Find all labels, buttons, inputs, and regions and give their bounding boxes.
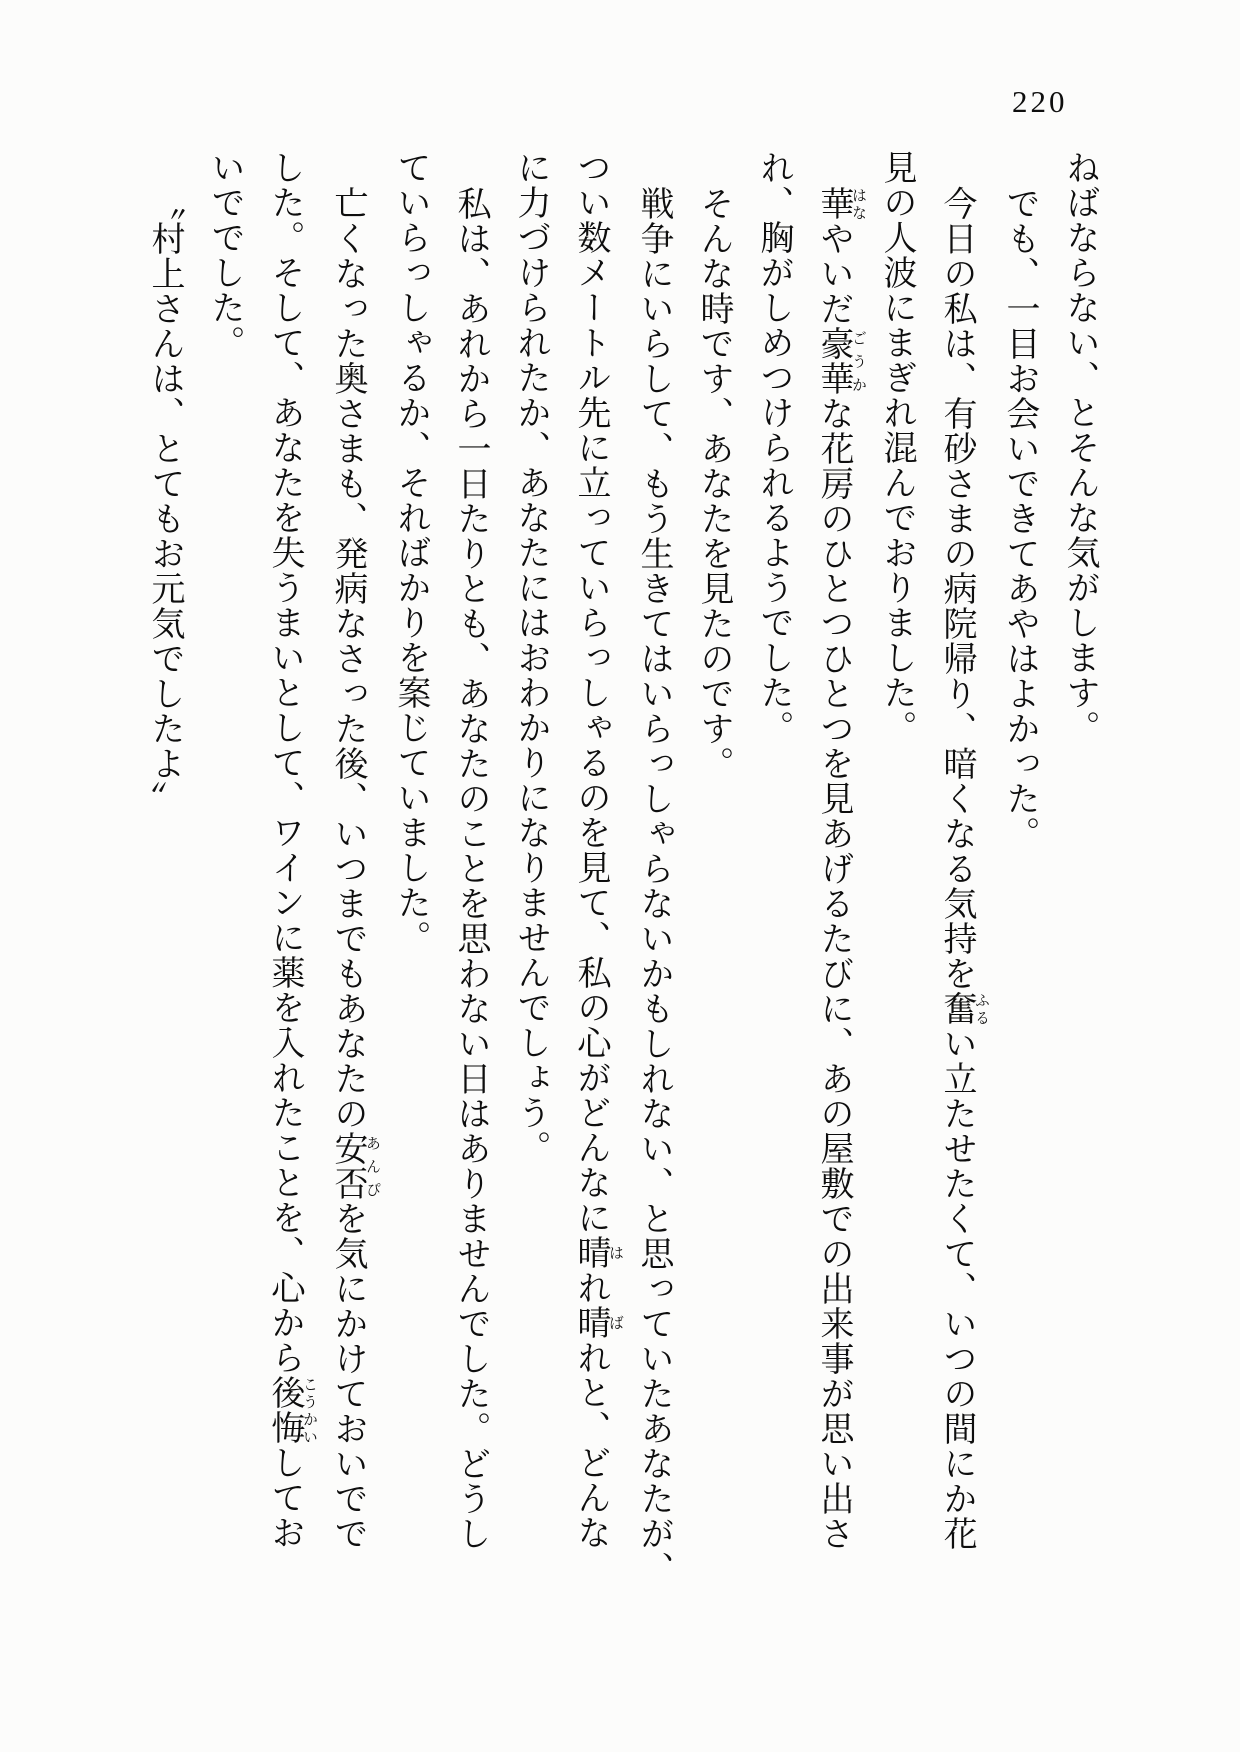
ruby-annotation: 安否あんぴ bbox=[328, 1131, 382, 1201]
text-line: そんな時です、あなたを見たのです。 bbox=[694, 186, 734, 781]
text-line: 私は、あれから一日たりとも、あなたのことを思わない日はありませんでした。どうし bbox=[451, 186, 491, 1551]
text-line: れ、胸がしめつけられるようでした。 bbox=[754, 150, 794, 745]
ruby-annotation: 後悔こうかい bbox=[265, 1375, 319, 1445]
ruby-annotation: 晴ば bbox=[571, 1305, 625, 1340]
text-line: 見の人波にまぎれ混んでおりました。 bbox=[877, 150, 917, 745]
text-line: 戦争にいらして、もう生きてはいらっしゃらないかもしれない、と思っていたあなたが、 bbox=[634, 186, 674, 1586]
text-line: 〝村上さんは、とてもお元気でしたよ〟 bbox=[145, 186, 185, 816]
text-line: でも、一目お会いできてあやはよかった。 bbox=[1000, 186, 1040, 851]
vertical-text-block bbox=[145, 150, 1110, 1586]
text-line: した。そして、あなたを失うまいとして、ワインに薬を入れたことを、心から後悔こうかいしてお bbox=[265, 150, 319, 1550]
text-line: 亡くなった奥さまも、発病なさった後、いつまでもあなたの安否あんぴを気にかけておいでで bbox=[328, 186, 382, 1551]
ruby-annotation: 華はな bbox=[814, 186, 868, 221]
ruby-annotation: 豪華ごうか bbox=[814, 326, 868, 396]
text-line: いででした。 bbox=[205, 150, 245, 360]
text-line: 今日の私は、有砂さまの病院帰り、暗くなる気持を奮ふるい立たせたくて、いつの間にか花 bbox=[937, 186, 991, 1551]
ruby-annotation: 晴は bbox=[571, 1235, 625, 1270]
text-line: つい数メートル先に立っていらっしゃるのを見て、私の心がどんなに晴はれ晴ばれと、どんな bbox=[571, 150, 625, 1550]
page-number: 220 bbox=[1012, 84, 1068, 119]
text-line: ねばならない、とそんな気がします。 bbox=[1060, 150, 1100, 745]
text-line: 華はなやいだ豪華ごうかな花房のひとつひとつを見あげるたびに、あの屋敷での出来事が思い出さ bbox=[814, 186, 868, 1551]
ruby-annotation: 奮ふる bbox=[937, 991, 991, 1026]
text-line: に力づけられたか、あなたにはおわかりになりませんでしょう。 bbox=[511, 150, 551, 1165]
text-line: ていらっしゃるか、そればかりを案じていました。 bbox=[391, 150, 431, 955]
